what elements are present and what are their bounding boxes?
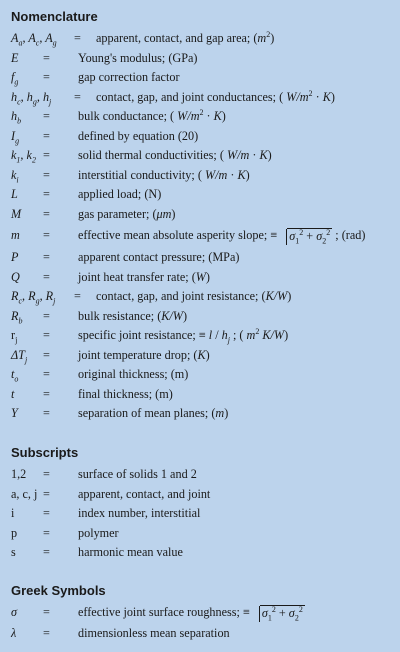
equals-sign: = <box>43 367 50 381</box>
row-sigma <box>0 603 400 621</box>
row-solid-k <box>0 146 400 164</box>
subscript-i: i <box>11 506 15 520</box>
sqrt-sigma: $\sigma_1^2 + \sigma_2^2$ <box>250 604 305 622</box>
row-pressure <box>0 248 400 266</box>
definition-sub-12: surface of solids 1 and 2 <box>78 467 197 481</box>
row-sub-p <box>0 524 400 542</box>
symbol-bulk-conductance: $h_b$ <box>11 109 22 126</box>
definition-area: apparent, contact, and gap area; $(m^2)$ <box>96 29 275 45</box>
definition-heat-rate: joint heat transfer rate; (W) <box>78 269 210 284</box>
row-separation <box>0 404 400 422</box>
definition-lambda: dimensionless mean separation <box>78 626 230 640</box>
definition-gas: gas parameter; (μm) <box>78 206 176 221</box>
nomenclature-heading: Nomenclature <box>11 9 98 24</box>
row-bulk-conductance <box>0 107 400 125</box>
definition-interstitial-k: interstitial conductivity; ( W/m · K) <box>78 167 250 182</box>
definition-sigma: effective joint surface roughness; ≡ $\sigma_1^2 + \sigma_2^2$ <box>78 605 303 623</box>
sqrt-sigma: $\sigma_1^2 + \sigma_2^2$ <box>277 227 332 245</box>
subscripts-heading: Subscripts <box>11 445 79 460</box>
definition-resistance: contact, gap, and joint resistance; (K/W) <box>96 289 292 303</box>
subscript-12: 1,2 <box>11 467 27 481</box>
row-specific-resistance <box>0 326 400 344</box>
row-slope <box>0 226 400 244</box>
definition-final-thickness: final thickness; (m) <box>78 386 173 401</box>
equals-sign: = <box>43 347 50 362</box>
equals-sign: = <box>43 308 50 323</box>
row-gap-factor <box>0 68 400 86</box>
equals-sign: = <box>43 467 50 481</box>
symbol-separation: Y <box>11 406 18 420</box>
definition-youngs: Young's modulus; (GPa) <box>78 50 198 65</box>
symbol-original-thickness: $t_o$ <box>11 367 19 384</box>
row-sub-i <box>0 504 400 522</box>
definition-bulk-resistance: bulk resistance; (K/W) <box>78 308 187 323</box>
row-sub-acj <box>0 485 400 503</box>
equals-sign: = <box>43 269 50 284</box>
equals-sign: = <box>43 206 50 221</box>
definition-sub-s: harmonic mean value <box>78 545 183 559</box>
definition-conductances: contact, gap, and joint conductances; ( $W/m^2 \cdot K$) <box>96 88 335 104</box>
equals-sign: = <box>43 486 50 501</box>
symbol-sigma: σ <box>11 605 18 619</box>
symbol-conductances: $h_c$, $h_g$, $h_j$ <box>11 89 52 106</box>
row-final-thickness <box>0 385 400 403</box>
definition-bulk-conductance: bulk conductance; ( $W/m^2 \cdot K$) <box>78 107 226 123</box>
definition-gap-factor: gap correction factor <box>78 70 180 84</box>
equals-sign: = <box>43 128 50 143</box>
definition-pressure: apparent contact pressure; (MPa) <box>78 250 240 264</box>
row-sub-12 <box>0 465 400 483</box>
symbol-pressure: P <box>11 250 19 264</box>
definition-sub-i: index number, interstitial <box>78 506 201 520</box>
equals-sign: = <box>74 89 81 104</box>
equals-sign: = <box>43 50 50 65</box>
equals-sign: = <box>43 109 50 123</box>
row-youngs <box>0 49 400 67</box>
row-interstitial-k <box>0 166 400 184</box>
symbol-interstitial-k: $k_i$ <box>11 167 19 184</box>
symbol-gap-factor: $f_g$ <box>11 70 19 87</box>
definition-separation: separation of mean planes; (m) <box>78 406 229 420</box>
definition-solid-k: solid thermal conductivities; ( W/m · K) <box>78 148 272 162</box>
equals-sign: = <box>43 626 50 640</box>
subscript-s: s <box>11 545 16 559</box>
definition-sub-acj: apparent, contact, and joint <box>78 486 211 501</box>
row-gas <box>0 205 400 223</box>
symbol-ig: $I_g$ <box>11 128 20 145</box>
symbol-final-thickness: t <box>11 386 15 401</box>
greek-heading: Greek Symbols <box>11 583 106 598</box>
definition-ig: defined by equation (20) <box>78 128 199 143</box>
definition-sub-p: polymer <box>78 525 119 540</box>
equals-sign: = <box>43 525 50 540</box>
equals-sign: = <box>74 289 81 303</box>
row-area <box>0 29 400 47</box>
definition-slope: effective mean absolute asperity slope; ≡ $\sigma_1^2 + \sigma_2^2$ ; (rad) <box>78 228 366 246</box>
equals-sign: = <box>43 328 50 342</box>
row-heat-rate <box>0 268 400 286</box>
equals-sign: = <box>43 70 50 84</box>
symbol-slope: m <box>11 228 20 242</box>
row-bulk-resistance <box>0 307 400 325</box>
equals-sign: = <box>43 228 50 242</box>
row-resistance <box>0 287 400 305</box>
row-original-thickness <box>0 365 400 383</box>
row-ig <box>0 127 400 145</box>
definition-specific-resistance: specific joint resistance; ≡ l / $h_j$ ; ( $m^2$ K/W) <box>78 326 289 345</box>
equals-sign: = <box>74 31 81 45</box>
symbol-youngs: E <box>11 50 19 65</box>
definition-load: applied load; (N) <box>78 187 162 201</box>
equals-sign: = <box>43 148 50 162</box>
symbol-resistance: $R_c$, $R_g$, $R_j$ <box>11 289 56 306</box>
equals-sign: = <box>43 545 50 559</box>
subscript-acj: a, c, j <box>11 486 38 501</box>
symbol-heat-rate: Q <box>11 269 20 284</box>
definition-original-thickness: original thickness; (m) <box>78 367 189 381</box>
row-conductances <box>0 88 400 106</box>
equals-sign: = <box>43 187 50 201</box>
symbol-area: $A_a$, $A_c$, $A_g$ <box>11 31 57 48</box>
subscript-p: p <box>11 525 18 540</box>
symbol-specific-resistance: $r_j$ <box>11 328 18 345</box>
row-load <box>0 185 400 203</box>
equals-sign: = <box>43 167 50 182</box>
equals-sign: = <box>43 406 50 420</box>
symbol-gas: M <box>11 206 22 221</box>
symbol-bulk-resistance: $R_b$ <box>11 308 23 325</box>
row-sub-s <box>0 543 400 561</box>
equals-sign: = <box>43 386 50 401</box>
row-lambda <box>0 624 400 642</box>
symbol-lambda: λ <box>11 626 17 640</box>
definition-temp-drop: joint temperature drop; (K) <box>78 347 210 362</box>
equals-sign: = <box>43 506 50 520</box>
symbol-load: L <box>11 187 18 201</box>
symbol-temp-drop: $\Delta T_j$ <box>11 347 28 364</box>
equals-sign: = <box>43 250 50 264</box>
row-temp-drop <box>0 346 400 364</box>
symbol-solid-k: $k_1$, $k_2$ <box>11 148 36 165</box>
equals-sign: = <box>43 605 50 619</box>
